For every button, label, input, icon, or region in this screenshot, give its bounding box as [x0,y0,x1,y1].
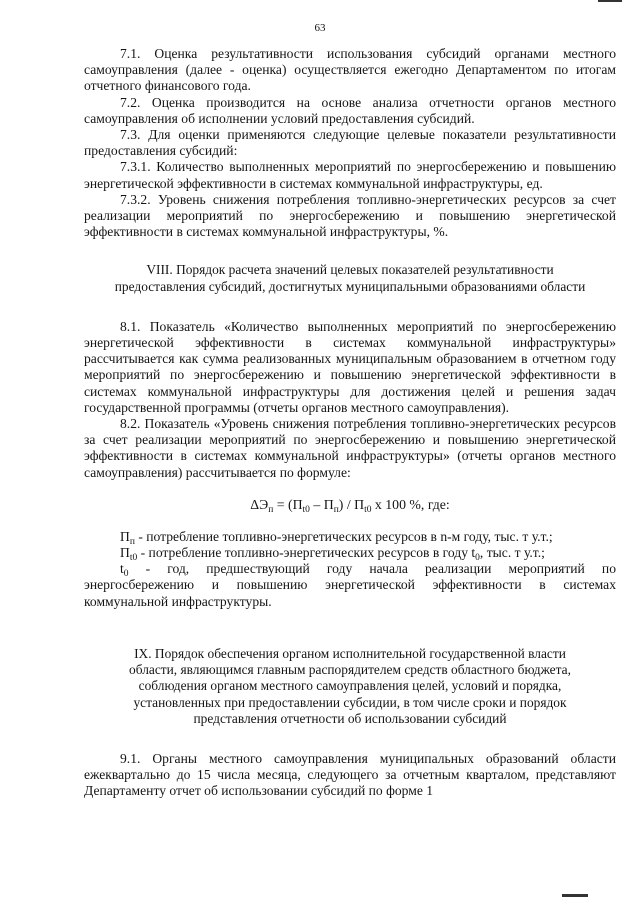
section-heading-9-line: установленных при предоставлении субсидии, в том числе сроки и порядок [133,694,567,710]
paragraph-7-3-2: 7.3.2. Уровень снижения потребления топливно-энергетических ресурсов за счет реализации мероприятий по энергосбережению и повышению энергетической эффективности в системах коммунальной инфраструктуры, %. [84,191,616,240]
section-heading-9-line: представления отчетности об использовании субсидий [193,710,507,726]
scan-mark-top [598,0,622,2]
paragraph-7-3: 7.3. Для оценки применяются следующие целевые показатели результативности предоставления субсидий: [84,127,616,159]
paragraph-8-1: 8.1. Показатель «Количество выполненных мероприятий по энергосбережению энергетической эффективности в системах коммунальной инфраструктуры» рассчитывается как сумма реализованных муниципальным образованием в отчетном году мероприятий по энергосбережению и повышению энергетической эффективности в системах коммунальной инфраструктуры для достижения целей и решения задач государственной программы (отчеты органов местного самоуправления). [84,318,616,415]
section-heading-9-line: IX. Порядок обеспечения органом исполнительной государственной власти [134,645,566,661]
paragraph-8-2: 8.2. Показатель «Уровень снижения потребления топливно-энергетических ресурсов за счет реализации мероприятий по энергосбережению и повышению энергетической эффективности в системах коммунальной инфраструктуры» (отчеты органов местного самоуправления) рассчитывается по формуле: [84,416,616,480]
scan-mark-bottom [562,894,588,897]
document-body [84,46,616,800]
definition-pn: $П_п$ - потребление топливно-энергетических ресурсов в n-м году, тыс. т у.т.; [120,528,553,547]
section-heading-9 [84,646,616,727]
definition-t0: $t_0$ - год, предшествующий году начала реализации мероприятий по энергосбережению и повышению энергетической эффективности в системах коммунальной инфраструктуры. [84,561,616,609]
section-heading-8-line: предоставления субсидий, достигнутых муниципальными образованиями области [114,278,586,294]
section-heading-9-line: области, являющимся главным распорядителем средств областного бюджета, [129,662,571,678]
paragraph-7-1: 7.1. Оценка результативности использования субсидий органами местного самоуправления (далее - оценка) осуществляется ежегодно Департаментом по итогам отчетного финансового года. [84,46,616,94]
paragraph-7-2: 7.2. Оценка производится на основе анализа отчетности органов местного самоуправления об исполнении условий предоставления субсидий. [84,94,616,126]
formula: $\Delta Э_п = (П_{t0} - П_п) / П_{t0}$ х 100 %, где: [250,496,450,515]
section-heading-9-line: соблюдения органом местного самоуправления целей, условий и порядка, [138,678,562,694]
definition-pt0: $П_{t0}$ - потребление топливно-энергетических ресурсов в году $t_0$, тыс. т у.т.; [120,545,545,564]
page-number: 63 [314,22,326,34]
paragraph-9-1: 9.1. Органы местного самоуправления муниципальных образований области ежеквартально до 15 числа месяца, следующего за отчетным кварталом, представляют Департаменту отчет об использовании субсидий по форме 1 [84,750,616,799]
section-heading-8-line: VIII. Порядок расчета значений целевых показателей результативности [146,262,554,278]
section-heading-8 [84,262,616,294]
paragraph-7-3-1: 7.3.1. Количество выполненных мероприятий по энергосбережению и повышению энергетической эффективности в системах коммунальной инфраструктуры, ед. [84,159,616,191]
